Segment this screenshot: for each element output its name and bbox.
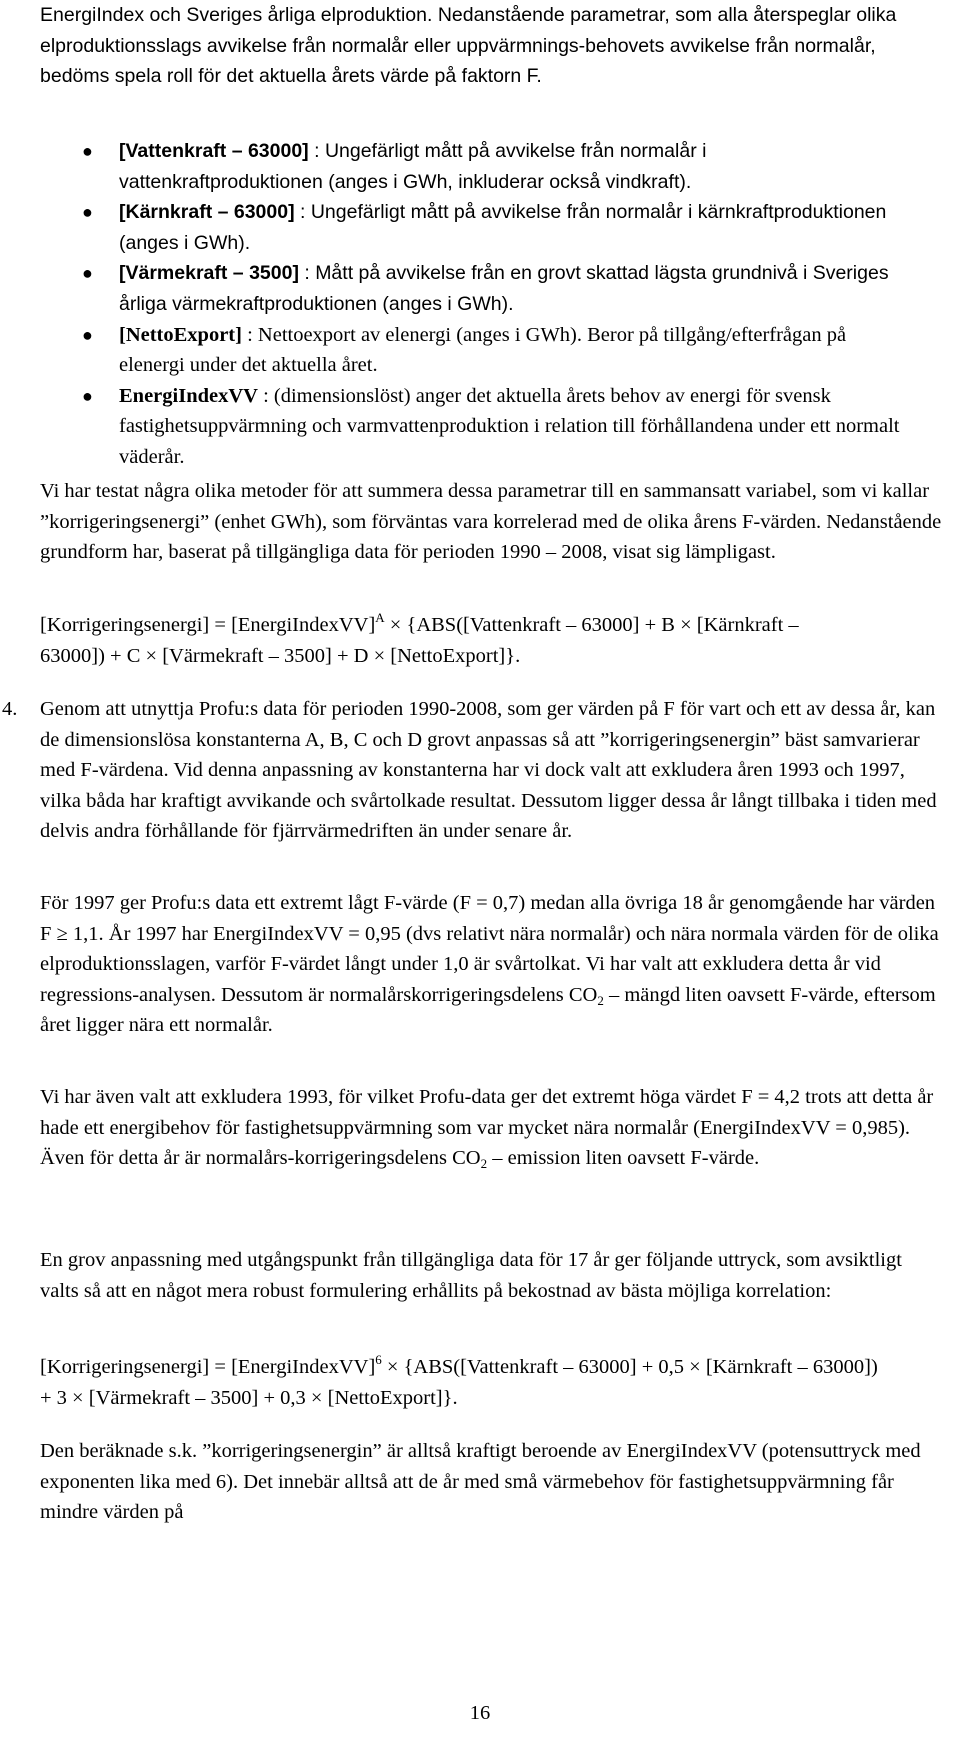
bullet-icon: ● [82,324,93,345]
list-item [40,197,900,258]
list-item [40,320,900,381]
list-item [40,136,900,197]
paragraph-1993: Vi har även valt att exkludera 1993, för vilket Profu-data ger det extremt höga värdet F = 4,2 trots att detta år hade ett energibehov för fastighetsuppvärmning som var mycket nära normalår (EnergiIndexVV = 0,985). Även för detta år är normalårs-korrigeringsdelens $CO_2$ – emission liten oavsett F-värde. [40,1086,934,1172]
intro-paragraph: EnergiIndex och Sveriges årliga elproduktion. Nedanstående parametrar, som alla återspeglar olika elproduktionsslags avvikelse från normalår eller uppvärmnings-behovets avvikelse från normalår, bedöms spela roll för det aktuella årets värde på faktorn F. [40,4,897,88]
conclusion-paragraph: Den beräknade s.k. ”korrigeringsenergin” är alltså kraftigt beroende av EnergiIndexVV (potensuttryck med exponenten lika med 6). Det innebär alltså att de år med små värmebehov för fastighetsuppvärmning får mindre värden på [40,1440,921,1524]
list-item-text: : Mått på avvikelse från en grovt skattad lägsta grundnivå i Sveriges årliga värmekraftproduktionen (anges i GWh). [119,262,889,315]
list-item-term: EnergiIndexVV [119,384,258,407]
numbered-item-4 [2,694,945,847]
formula-general: [Korrigeringsenergi] = [EnergiIndexVV]$^A$ × {ABS([Vattenkraft – 63000] + B × [Kärnkraft – 63000]) + C × [Värmekraft – 3500] + D × [NettoExport]}. [40,610,799,667]
list-item-text: : Nettoexport av elenergi (anges i GWh). Beror på tillgång/efterfrågan på elenergi under det aktuella året. [119,323,847,377]
bullet-icon: ● [82,141,93,161]
parameter-list [40,136,900,473]
list-item-text: : (dimensionslöst) anger det aktuella årets behov av energi för svensk fastighetsuppvärmning och varmvattenproduktion i relation till förhållandena under ett normalt väderår. [119,384,900,468]
method-paragraph: Vi har testat några olika metoder för att summera dessa parametrar till en sammansatt variabel, som vi kallar ”korrigeringsenergi” (enhet GWh), som förväntas vara korrelerad med de olika årens F-värden. Nedanstående grundform har, baserat på tillgängliga data för perioden 1990 – 2008, visat sig lämpligast. [40,480,942,564]
bullet-icon: ● [82,202,93,223]
list-item-term: [Värmekraft – 3500] [119,262,299,285]
list-item-text: : Ungefärligt mått på avvikelse från normalår i kärnkraftproduktionen (anges i GWh). [119,201,887,254]
list-item-term: [NettoExport] [119,323,242,346]
list-item-text: : Ungefärligt mått på avvikelse från normalår i vattenkraftproduktionen (anges i GWh, inkluderar också vindkraft). [119,140,707,193]
page-number: 16 [469,1702,491,1724]
list-item-term: [Kärnkraft – 63000] [119,201,295,224]
list-item [40,258,900,319]
bullet-icon: ● [82,263,93,284]
formula-fitted: [Korrigeringsenergi] = [EnergiIndexVV]$^6$ × {ABS([Vattenkraft – 63000] + 0,5 × [Kärnkraft – 63000]) + 3 × [Värmekraft – 3500] + 0,3 × [NettoExport]}. [40,1352,878,1409]
bullet-icon: ● [82,385,93,406]
fit-paragraph: En grov anpassning med utgångspunkt från tillgängliga data för 17 år ger följande uttryck, som avsiktligt valts så att en något mera robust formulering erhållits på bekostnad av bästa möjliga korrelation: [40,1249,902,1302]
item-number: 4. [2,698,18,720]
item-text: Genom att utnyttja Profu:s data för perioden 1990-2008, som ger värden på F för vart och ett av dessa år, kan de dimensionslösa konstanterna A, B, C och D grovt anpassas så att ”korrigeringsenergin” bäst samvarierar med F-värdena. Vid denna anpassning av konstanterna har vi dock valt att exkludera åren 1993 och 1997, vilka båda har kraftigt avvikande och svårtolkade resultat. Dessutom ligger dessa år långt tillbaka i tiden med delvis andra förhållande för fjärrvärmedriften än under senare år. [40,698,937,843]
list-item-term: [Vattenkraft – 63000] [119,140,309,162]
list-item [40,381,900,473]
paragraph-1997: För 1997 ger Profu:s data ett extremt lågt F-värde (F = 0,7) medan alla övriga 18 år genomgående har värden F ≥ 1,1. År 1997 har EnergiIndexVV = 0,95 (dvs relativt nära normalår) och nära normala värden för de olika elproduktionsslagen, varför F-värdet långt under 1,0 är svårtolkat. Vi har valt att exkludera detta år vid regressions-analysen. Dessutom är normalårskorrigeringsdelens $CO_2$ – mängd liten oavsett F-värde, eftersom året ligger nära ett normalår. [40,892,939,1037]
